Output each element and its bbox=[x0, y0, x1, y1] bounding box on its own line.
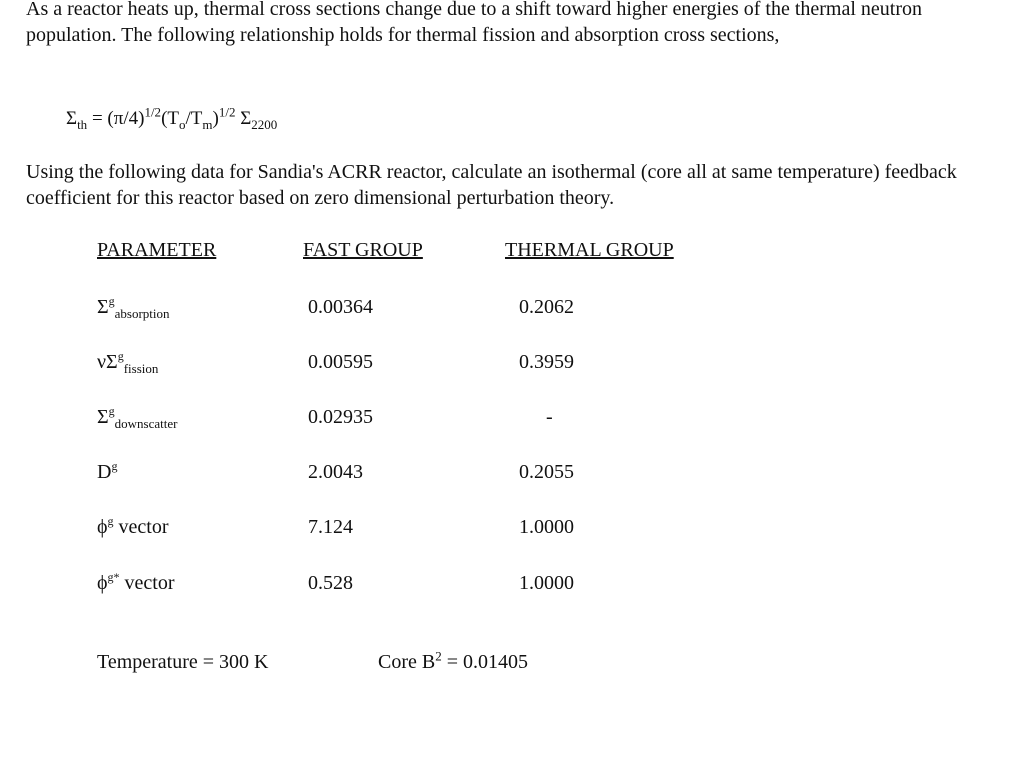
parameter-label: $D^g$ bbox=[97, 459, 118, 483]
core-buckling-text: Core $B^2 = 0.01405$ bbox=[378, 648, 528, 673]
parameter-label: $\phi^{g*}$ vector bbox=[97, 570, 175, 594]
thermal-value: 0.2055 bbox=[519, 461, 574, 483]
parameter-label: $\nu\Sigma^g_{fission}$ bbox=[97, 349, 159, 376]
header-fast-group: FAST GROUP bbox=[303, 239, 423, 261]
thermal-value: 0.2062 bbox=[519, 296, 574, 318]
thermal-value: 1.0000 bbox=[519, 516, 574, 538]
temperature-text: Temperature = 300 K bbox=[97, 651, 269, 673]
parameter-label: $\phi^g$ vector bbox=[97, 514, 169, 538]
parameter-label: $\Sigma^g_{downscatter}$ bbox=[97, 404, 178, 431]
fast-value: 0.02935 bbox=[308, 406, 373, 428]
cross-section-equation: $\Sigma_{th} = (\pi/4)^{1/2}(T_o/T_m)^{1/2}$ $\Sigma_{2200}$ bbox=[66, 104, 278, 132]
fast-value: 0.00595 bbox=[308, 351, 373, 373]
thermal-value: 0.3959 bbox=[519, 351, 574, 373]
intro-paragraph: As a reactor heats up, thermal cross sections change due to a shift toward higher energies of the thermal neutron population. The following relationship holds for thermal fission and absorption cross sections, bbox=[26, 0, 922, 46]
fast-value: 0.00364 bbox=[308, 296, 373, 318]
fast-value: 2.0043 bbox=[308, 461, 363, 483]
task-paragraph: Using the following data for Sandia's ACRR reactor, calculate an isothermal (core all at same temperature) feedback coefficient for this reactor based on zero dimensional perturbation theory. bbox=[26, 161, 957, 209]
fast-value: 7.124 bbox=[308, 516, 353, 538]
header-parameter: PARAMETER bbox=[97, 239, 217, 261]
thermal-value: - bbox=[546, 406, 553, 428]
parameter-label: $\Sigma^g_{absorption}$ bbox=[97, 294, 170, 321]
header-thermal-group: THERMAL GROUP bbox=[505, 239, 674, 261]
fast-value: 0.528 bbox=[308, 572, 353, 594]
thermal-value: 1.0000 bbox=[519, 572, 574, 594]
